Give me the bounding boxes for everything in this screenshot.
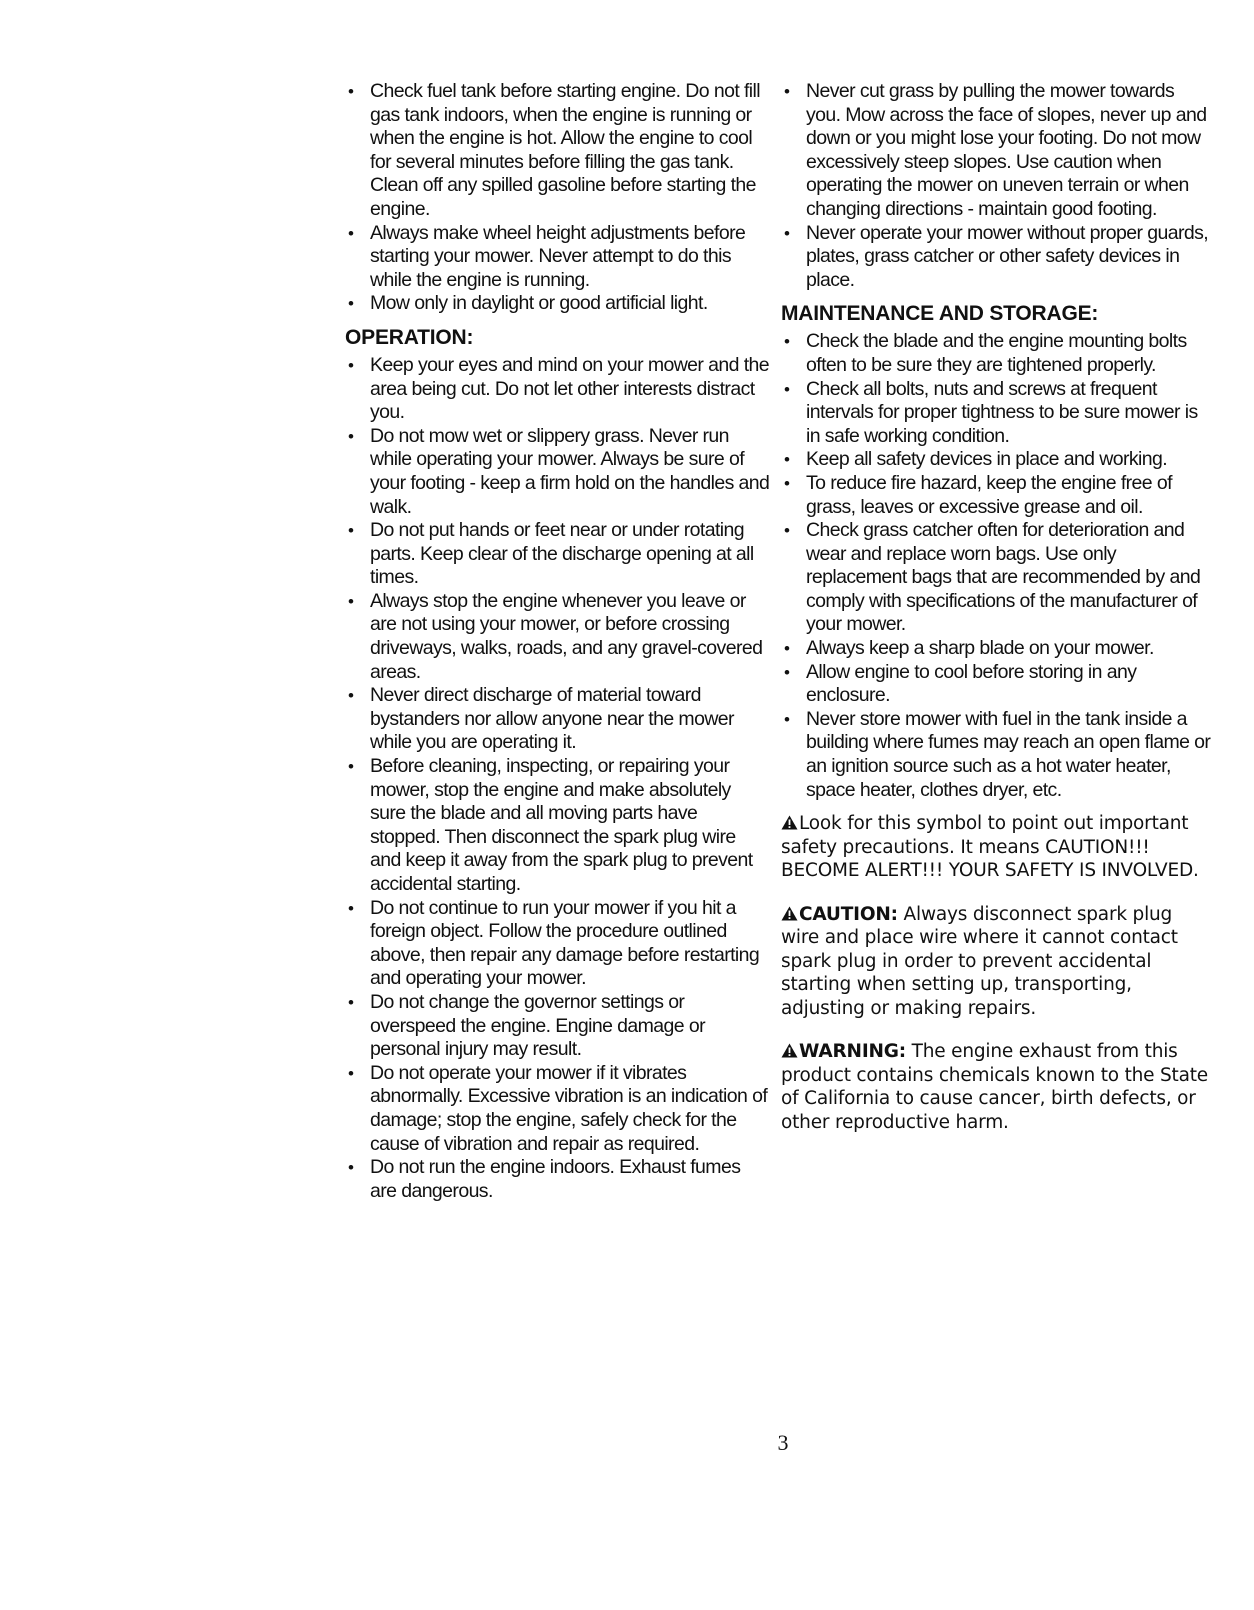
maintenance-heading: MAINTENANCE AND STORAGE:	[781, 302, 1099, 326]
list-item: • Keep your eyes and mind on your mower and the area being cut. Do not let other interests distract you.	[345, 354, 770, 425]
operation-list	[345, 354, 770, 1203]
list-item: • Check all bolts, nuts and screws at frequent intervals for proper tightness to be sure mower is in safe working condition.	[781, 378, 1211, 449]
list-item: • Keep all safety devices in place and working.	[781, 448, 1211, 472]
warning-notice	[781, 1040, 1211, 1134]
warning-triangle-icon	[781, 904, 798, 919]
list-item: • To reduce fire hazard, keep the engine free of grass, leaves or excessive grease and oil.	[781, 472, 1211, 519]
warning-triangle-icon	[781, 813, 798, 828]
list-item: • Mow only in daylight or good artificial light.	[345, 292, 770, 316]
list-item: • Do not mow wet or slippery grass. Never run while operating your mower. Always be sure of your footing - keep a firm hold on the handles and walk.	[345, 425, 770, 519]
caution-label: CAUTION:	[799, 903, 898, 925]
warning-triangle-icon	[781, 1041, 798, 1056]
caution-text: Always disconnect spark plug wire and place wire where it cannot contact spark plug in order to prevent accidental starting when setting up, transporting, adjusting or making repairs.	[781, 903, 1178, 1019]
list-item: • Always make wheel height adjustments before starting your mower. Never attempt to do this while the engine is running.	[345, 222, 770, 293]
right-column	[781, 80, 1211, 1153]
symbol-notice-text: Look for this symbol to point out important safety precautions. It means CAUTION!!! BECOME ALERT!!! YOUR SAFETY IS INVOLVED.	[781, 813, 1199, 882]
operation-heading: OPERATION:	[345, 325, 474, 349]
list-item: • Never store mower with fuel in the tank inside a building where fumes may reach an open flame or an ignition source such as a hot water heater, space heater, clothes dryer, etc.	[781, 708, 1211, 802]
caution-notice	[781, 903, 1211, 1021]
warning-label: WARNING:	[799, 1041, 906, 1063]
list-item: • Do not put hands or feet near or under rotating parts. Keep clear of the discharge opening at all times.	[345, 519, 770, 590]
maintenance-list	[781, 330, 1211, 802]
list-item: • Never direct discharge of material toward bystanders nor allow anyone near the mower while you are operating it.	[345, 684, 770, 755]
list-item: • Never cut grass by pulling the mower towards you. Mow across the face of slopes, never up and down or you might lose your footing. Do not mow excessively steep slopes. Use caution when operating the mower on uneven terrain or when changing directions - maintain good footing.	[781, 80, 1211, 222]
list-item: • Do not change the governor settings or overspeed the engine. Engine damage or personal injury may result.	[345, 991, 770, 1062]
right-intro-list	[781, 80, 1211, 292]
list-item: • Always stop the engine whenever you leave or are not using your mower, or before crossing driveways, walks, roads, and any gravel-covered areas.	[345, 590, 770, 684]
list-item: • Check fuel tank before starting engine. Do not fill gas tank indoors, when the engine is running or when the engine is hot. Allow the engine to cool for several minutes before filling the gas tank. Clean off any spilled gasoline before starting the engine.	[345, 80, 770, 222]
list-item: • Check the blade and the engine mounting bolts often to be sure they are tightened properly.	[781, 330, 1211, 377]
list-item: • Always keep a sharp blade on your mower.	[781, 637, 1211, 661]
left-intro-list	[345, 80, 770, 316]
warning-text: The engine exhaust from this product contains chemicals known to the State of California to cause cancer, birth defects, or other reproductive harm.	[781, 1041, 1208, 1133]
list-item: • Before cleaning, inspecting, or repairing your mower, stop the engine and make absolutely sure the blade and all moving parts have stopped. Then disconnect the spark plug wire and keep it away from the spark plug to prevent accidental starting.	[345, 755, 770, 897]
list-item: • Check grass catcher often for deterioration and wear and replace worn bags. Use only replacement bags that are recommended by and comply with specifications of the manufacturer of your mower.	[781, 519, 1211, 637]
left-column	[345, 80, 770, 1203]
list-item: • Do not operate your mower if it vibrates abnormally. Excessive vibration is an indication of damage; stop the engine, safely check for the cause of vibration and repair as required.	[345, 1062, 770, 1156]
safety-symbol-notice	[781, 812, 1211, 883]
list-item: • Do not run the engine indoors. Exhaust fumes are dangerous.	[345, 1156, 770, 1203]
list-item: • Do not continue to run your mower if you hit a foreign object. Follow the procedure outlined above, then repair any damage before restarting and operating your mower.	[345, 897, 770, 991]
page-number: 3	[777, 1430, 789, 1455]
list-item: • Never operate your mower without proper guards, plates, grass catcher or other safety devices in place.	[781, 222, 1211, 293]
list-item: • Allow engine to cool before storing in any enclosure.	[781, 661, 1211, 708]
